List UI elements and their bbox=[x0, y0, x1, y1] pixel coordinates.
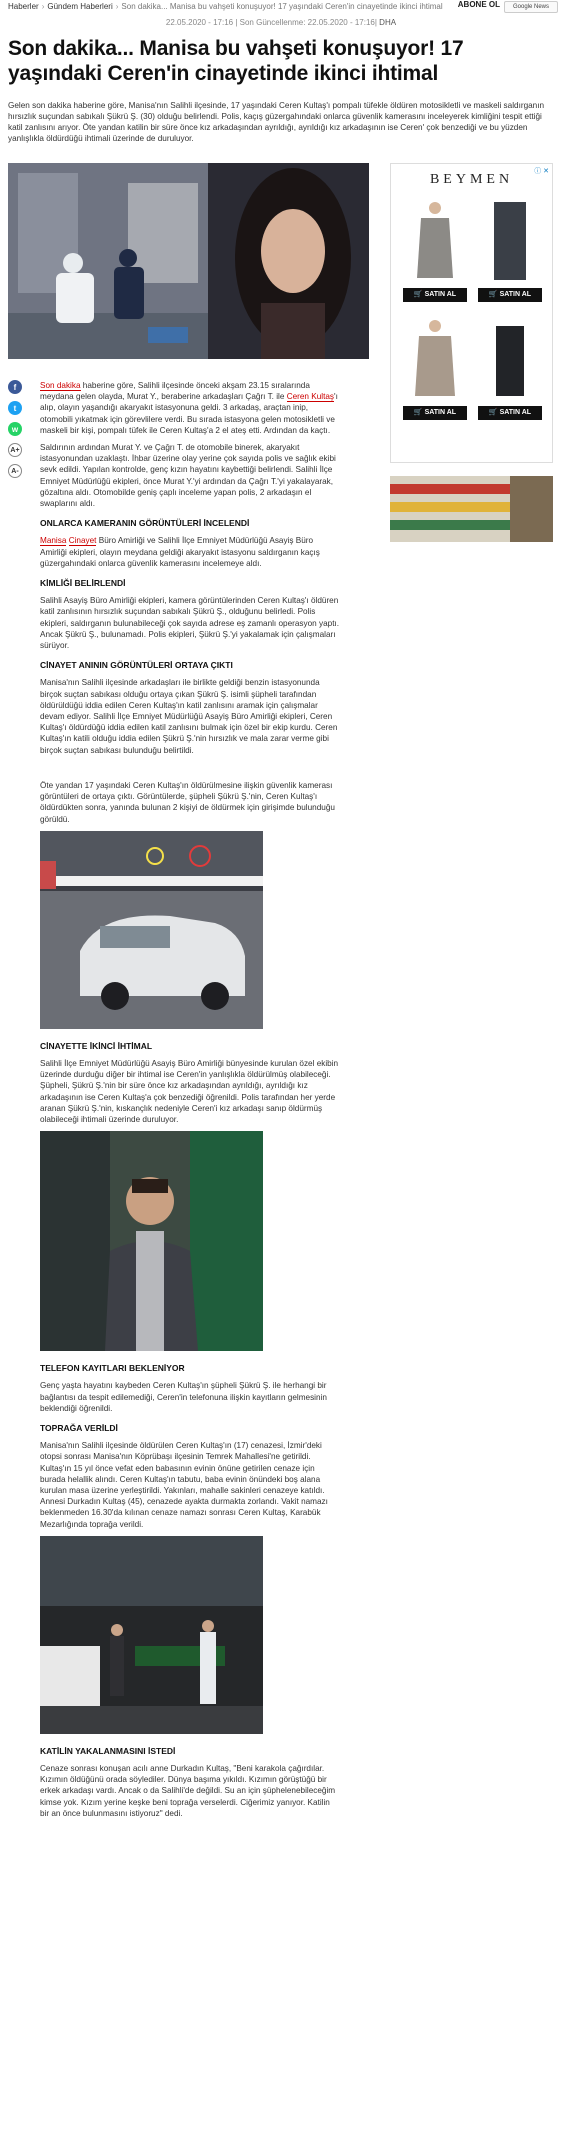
spacer bbox=[40, 762, 340, 780]
paragraph bbox=[40, 535, 340, 569]
ad-product[interactable] bbox=[401, 316, 469, 424]
scarf-image bbox=[480, 198, 540, 284]
keyword-link[interactable]: Manisa bbox=[40, 536, 67, 546]
article-body bbox=[40, 380, 340, 1825]
article-title: Son dakika... Manisa bu vahşeti konuşuyor! 17 yaşındaki Ceren'in cinayetinde ikinci ihtimal bbox=[8, 37, 464, 85]
cart-icon: 🛒 bbox=[413, 291, 425, 298]
google-news-button[interactable]: Google News bbox=[504, 1, 558, 13]
ad-brand: BEYMEN bbox=[429, 172, 514, 187]
section-heading: KATİLİN YAKALANMASINI İSTEDİ bbox=[40, 1745, 176, 1756]
subscribe-button[interactable]: ABONE OL bbox=[452, 0, 502, 12]
article-lead: Gelen son dakika haberine göre, Manisa'nın Salihli ilçesinde, 17 yaşındaki Ceren Kultaş'ı pompalı tüfekle öldüren motosikletli ve maskeli saldırganın hırsızlık suçundan sabıkalı Şükrü Ş. (30) olduğu belirlendi. Polis, kaçış güzergahındaki onlarca güvenlik kamerasını inceleyerek kimliğini tespit ettiği katil zanlısını arıyor. Öte yandan katilin bir süre önce kız arkadaşından ayrıldığı, ayrıldığı kız arkadaşının ise Ceren' çok benzediği ve bu yüzden yanlışlıkla öldürdüğü ihtimali üzerinde de duruluyor. bbox=[8, 101, 545, 143]
ad-close-icon[interactable]: ⓘ ✕ bbox=[534, 168, 549, 175]
suspect-image bbox=[40, 1131, 263, 1351]
breadcrumb bbox=[8, 2, 478, 14]
paragraph: Cenaze sonrası konuşan acılı anne Durkadın Kultaş, "Beni karakola çağırdılar. Kızımın öldüğünü orada söylediler. Dünya başıma yıkıldı. Kızımın görüştüğü bir erkek arkadaşı vardı. Ancak o da Salihli'de değildi. Su an için şüphelenebileceğim kimse yok. Kızım yerine keşke beni toprağa verselerdi. Ciğerimiz yanıyor. Katilin bir an önce bulunmasını istiyoruz" dedi. bbox=[40, 1763, 336, 1818]
section-heading: TELEFON KAYITLARI BEKLENİYOR bbox=[40, 1363, 185, 1374]
font-decrease-icon[interactable] bbox=[8, 464, 22, 478]
font-increase-icon[interactable] bbox=[8, 443, 22, 457]
side-image[interactable] bbox=[390, 476, 553, 542]
article-dates bbox=[0, 18, 562, 27]
ad-product[interactable] bbox=[401, 198, 469, 306]
section-heading: CİNAYET ANININ GÖRÜNTÜLERİ ORTAYA ÇIKTI bbox=[40, 660, 233, 671]
cart-icon: 🛒 bbox=[488, 409, 500, 416]
coat-image bbox=[405, 316, 465, 402]
breadcrumb-current: Son dakika... Manisa bu vahşeti konuşuyor! 17 yaşındaki Ceren'in cinayetinde ikinci ihtimal bbox=[121, 2, 443, 11]
updated-date: Son Güncellenme: 22.05.2020 - 17:16 bbox=[239, 18, 375, 27]
font-increase-label: A+ bbox=[10, 446, 20, 454]
paragraph-text: 'ı alıp, olayın yaşandığı akaryakıt istasyonuna geldi. 3 arkadaş, araçtan inip, otomobili yıkatmak için görevlilere verdi. Bu sırada istasyona gelen motosikletli ve maskeli bir kişi, pompalı tüfek ile Ceren Kultaş'a 2 el ateş etti. Ardından da kaçtı. bbox=[40, 392, 338, 435]
funeral-image bbox=[40, 1536, 263, 1734]
whatsapp-glyph: w bbox=[11, 424, 19, 434]
font-decrease-label: A- bbox=[11, 467, 19, 475]
breadcrumb-home[interactable]: Haberler bbox=[8, 2, 39, 11]
buy-button[interactable] bbox=[403, 406, 467, 420]
paragraph: Genç yaşta hayatını kaybeden Ceren Kultaş'ın şüpheli Şükrü Ş. ile herhangi bir bağlantısı da tespit edilemediği, Ceren'in telefonuna ilişkin kayıtların gelmesinin beklendiği öğrenildi. bbox=[40, 1381, 327, 1413]
buy-button[interactable] bbox=[478, 406, 542, 420]
coat-image bbox=[405, 198, 465, 284]
whatsapp-icon[interactable] bbox=[8, 422, 22, 436]
share-bar bbox=[8, 380, 24, 485]
paragraph: Saldırının ardından Murat Y. ve Çağrı T. de otomobile binerek, akaryakıt istasyonundan uzaklaştı. İhbar üzerine olay yerine çok sayıda polis ve sağlık ekibi sevk edildi. Yapılan kontrolde, genç kızın hayatını kaybettiği belirlendi. Salihli İlçe Emniyet Müdürlüğü ekipleri, önce Murat Y.'yi ardından da Çağrı T.'yi yakalayarak, gözaltına aldı. Otomobilde geniş çaplı inceleme yapan polis, 2 arkadaşın el swaplarını aldı. bbox=[40, 443, 336, 509]
buy-label: SATIN AL bbox=[499, 291, 532, 298]
section-heading: ONLARCA KAMERANIN GÖRÜNTÜLERİ İNCELENDİ bbox=[40, 518, 250, 529]
published-date: 22.05.2020 - 17:16 bbox=[165, 18, 234, 27]
buy-label: SATIN AL bbox=[499, 409, 532, 416]
cart-icon: 🛒 bbox=[488, 291, 500, 298]
breadcrumb-category[interactable]: Gündem Haberleri bbox=[47, 2, 113, 11]
paragraph bbox=[40, 380, 340, 436]
keyword-link[interactable]: Ceren Kultaş bbox=[286, 392, 335, 402]
buy-label: SATIN AL bbox=[424, 409, 457, 416]
twitter-glyph: t bbox=[13, 403, 17, 413]
news-source: DHA bbox=[379, 18, 397, 27]
cart-icon: 🛒 bbox=[413, 409, 425, 416]
date-separator: | bbox=[235, 18, 238, 27]
advertisement[interactable] bbox=[390, 163, 553, 463]
paragraph: Salihli İlçe Emniyet Müdürlüğü Asayiş Büro Amirliği bünyesinde kurulan özel ekibin üzerinde durduğu diğer bir ihtimal ise Ceren'in yanlışlıkla öldürülmüş olabileceği. Şüpheli, Şükrü Ş.'nin bir süre önce kız arkadaşından ayrıldığı, ayrıldığı kız arkadaşının ise Ceren Kultaş'a çok benzediği öğrenildi. Polis tarafından her yerde aranan Şükrü Ş.'nin, kıskançlık nedeniyle Ceren'i kız arkadaşı sanıp öldürmüş olabileceği ihtimali üzerinde duruluyor. bbox=[40, 1058, 339, 1124]
ad-product-grid bbox=[401, 198, 544, 424]
date-separator: | bbox=[374, 18, 377, 27]
paragraph: Salihli Asayiş Büro Amirliği ekipleri, kamera görüntülerinden Ceren Kultaş'ı öldüren katil zanlısının hırsızlık suçundan sabıkalı Şükrü Ş., olduğunu belirledi. Polis ekipleri, saldırganın bulunabileceği çok sayıda adrese eş zamanlı operasyon yaptı. Ancak Şükrü Ş., bulunamadı. Polis ekipleri, Şükrü Ş.'yi yakalamak için çalışmaları sürüyor. bbox=[40, 596, 340, 651]
facebook-icon[interactable] bbox=[8, 380, 22, 394]
paragraph: Öte yandan 17 yaşındaki Ceren Kultaş'ın öldürülmesine ilişkin güvenlik kamerası görüntüleri de ortaya çıktı. Görüntülerde, şüpheli Şükrü Ş.'nin, Ceren Kultaş'ı öldürdükten sonra, yanında bulunan 2 kişiyi de öldürmek için girişimde bulunduğu görüldü. bbox=[40, 780, 335, 824]
section-heading: TOPRAĞA VERİLDİ bbox=[40, 1422, 118, 1433]
paragraph-text: haberine göre, Salihli ilçesinde önceki akşam 23.15 sıralarında meydana gelen olayda, Murat Y., beraberine arkadaşları Çağrı T. ile bbox=[40, 381, 310, 402]
keyword-link[interactable]: Cinayet bbox=[68, 536, 97, 546]
breadcrumb-separator: › bbox=[115, 2, 119, 11]
paragraph-text: Büro Amirliği ve Salihli İlçe Emniyet Müdürlüğü Asayiş Büro Amirliği ekipleri, olayın meydana geldiği akaryakıt istasyonu saldırganın kaçış güzergahındaki onlarca güvenlik kamerasını incelemeye aldı. bbox=[40, 536, 320, 568]
paragraph: Manisa'nın Salihli ilçesinde öldürülen Ceren Kultaş'ın (17) cenazesi, İzmir'deki otopsi sonrası Manisa'nın Köprübaşı ilçesinin Temrek Mahallesi'ne getirildi. Kultaş'ın 15 yıl önce vefat eden babasının evinin önüne getirilen cenaze için burada helallik alındı. Ceren Kultaş'ın tabutu, baba evinin önündeki boş alana kurulan masa üzerine yerleştirildi. Yakınları, mahalle sakinleri cenazeye katıldı. Annesi Durkadın Kultaş (45), cenazede ayakta durmakta zorlandı. Vakit namazı beklenmeden 16.30'da kılınan cenaze namazı sonrası Ceren Kultaş, Karabük Mezarlığında toprağa verildi. bbox=[40, 1441, 328, 1529]
breadcrumb-separator: › bbox=[41, 2, 45, 11]
scarf-image bbox=[480, 316, 540, 402]
buy-button[interactable] bbox=[403, 288, 467, 302]
paragraph: Manisa'nın Salihli ilçesinde arkadaşları ile birlikte geldiği benzin istasyonunda birçok suçtan sabıkası olduğu ortaya çıkan Şükrü Ş. isimli şüpheli tarafından öldürüldüğü iddia edilen Ceren Kultaş'ın katil zanlısını aramak için çalışmalar devam ediyor. Salihli İlçe Emniyet Müdürlüğü Asayiş Büro Amirliği ekipleri, Ceren Kultaş'ı öldürdüğü iddia edilen katil zanlısını bulmak için özel bir ekip kurdu. Ceren Kultaş'ın katili olduğu iddia edilen Şükrü Ş.'nin hırsızlık ve mala zarar verme gibi birçok suçtan sabıkası bulunduğu belirtildi. bbox=[40, 678, 338, 755]
section-heading: KİMLİĞİ BELİRLENDİ bbox=[40, 578, 126, 589]
ad-product[interactable] bbox=[476, 198, 544, 306]
ad-product[interactable] bbox=[476, 316, 544, 424]
buy-label: SATIN AL bbox=[424, 291, 457, 298]
section-heading: CİNAYETTE İKİNCİ İHTİMAL bbox=[40, 1040, 153, 1051]
twitter-icon[interactable] bbox=[8, 401, 22, 415]
hero-image bbox=[8, 163, 369, 359]
buy-button[interactable] bbox=[478, 288, 542, 302]
keyword-link[interactable]: Son dakika bbox=[40, 381, 81, 390]
facebook-glyph: f bbox=[13, 382, 17, 392]
cctv-image bbox=[40, 831, 263, 1029]
